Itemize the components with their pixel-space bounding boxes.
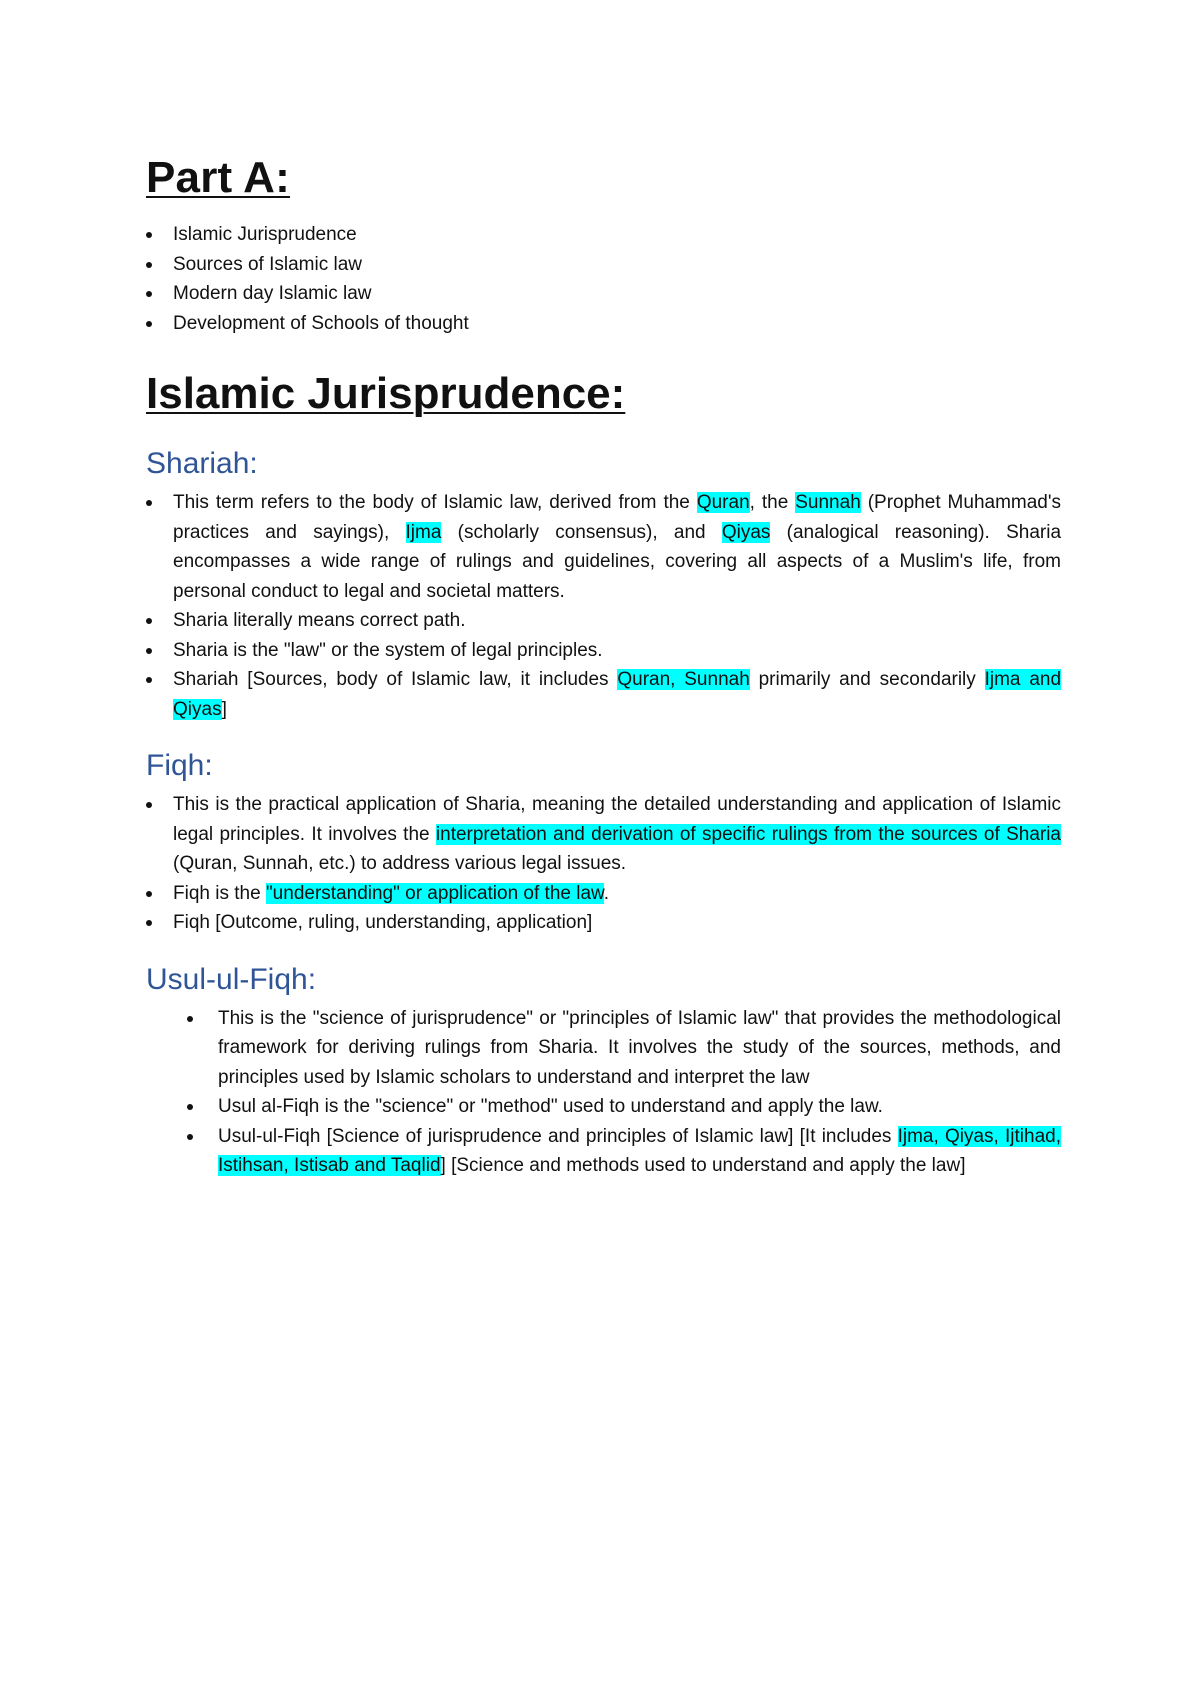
list-item: Sharia literally means correct path. [173, 606, 1061, 636]
text-run: ] [Science and methods used to understand and apply the law] [440, 1155, 966, 1176]
highlighted-text: Ijma [405, 521, 442, 543]
highlighted-text: Quran, Sunnah [617, 669, 750, 690]
text-run: Usul-ul-Fiqh [Science of jurisprudence and principles of Islamic law] [It includes [218, 1125, 898, 1147]
part-a-title: Part A: [146, 153, 291, 202]
text-run: Shariah [Sources, body of Islamic law, it includes [173, 669, 618, 690]
list-item [173, 488, 1061, 606]
highlighted-text: Ijma and Qiyas [173, 669, 1062, 720]
list-item [173, 879, 1061, 909]
text-run: ] [221, 698, 227, 720]
islamic-jurisprudence-title: Islamic Jurisprudence: [146, 369, 626, 418]
list-item [173, 790, 1061, 879]
highlighted-text: Ijma, Qiyas, Ijtihad, Istihsan, Istisab and Taqlid [218, 1125, 1061, 1176]
document-body [146, 150, 1061, 1181]
list-item: Usul al-Fiqh is the "science" or "method" used to understand and apply the law. [218, 1092, 1061, 1122]
highlighted-text: interpretation and derivation of specific rulings from the sources of Sharia [435, 823, 1061, 845]
list-item: Islamic Jurisprudence [173, 220, 1061, 250]
list-item: This is the "science of jurisprudence" or "principles of Islamic law" that provides the methodological framework for deriving rulings from Sharia. It involves the study of the sources, methods, and principles used by Islamic scholars to understand and interpret the law [218, 1004, 1061, 1093]
highlighted-text: Quran [696, 492, 750, 513]
text-run: (Quran, Sunnah, etc.) to address various legal issues. [173, 853, 627, 874]
text-run: , the [749, 492, 796, 513]
list-item: Sharia is the "law" or the system of legal principles. [173, 636, 1061, 666]
usul-ul-fiqh-list [146, 1004, 1061, 1181]
highlighted-text: Sunnah [795, 492, 861, 513]
text-run: (analogical reasoning). Sharia encompasses a wide range of rulings and guidelines, covering all aspects of a Muslim's life, from personal conduct to legal and societal matters. [173, 521, 1062, 602]
text-run: . [603, 882, 609, 904]
text-run: primarily and secondarily [749, 669, 985, 690]
list-item: Fiqh [Outcome, ruling, understanding, application] [173, 908, 1061, 938]
text-run: This term refers to the body of Islamic law, derived from the [173, 492, 697, 513]
list-item [218, 1122, 1061, 1181]
list-item: Development of Schools of thought [173, 309, 1061, 339]
text-run: (scholarly consensus), and [441, 521, 722, 543]
shariah-heading: Shariah: [146, 447, 258, 480]
highlighted-text: "understanding" or application of the law [265, 882, 604, 904]
shariah-list [146, 488, 1061, 724]
list-item [173, 665, 1061, 724]
list-item: Modern day Islamic law [173, 279, 1061, 309]
usul-ul-fiqh-heading: Usul-ul-Fiqh: [146, 962, 317, 996]
text-run: Fiqh is the [173, 882, 266, 904]
highlighted-text: Qiyas [721, 521, 771, 543]
text-run: This is the practical application of Sharia, meaning the detailed understanding and application of Islamic legal principles. It involves the [173, 794, 1061, 845]
part-a-list [146, 220, 1061, 338]
text-run: (Prophet Muhammad's practices and sayings), [173, 492, 1061, 543]
fiqh-list [146, 790, 1061, 938]
list-item: Sources of Islamic law [173, 250, 1061, 280]
fiqh-heading: Fiqh: [146, 749, 213, 782]
